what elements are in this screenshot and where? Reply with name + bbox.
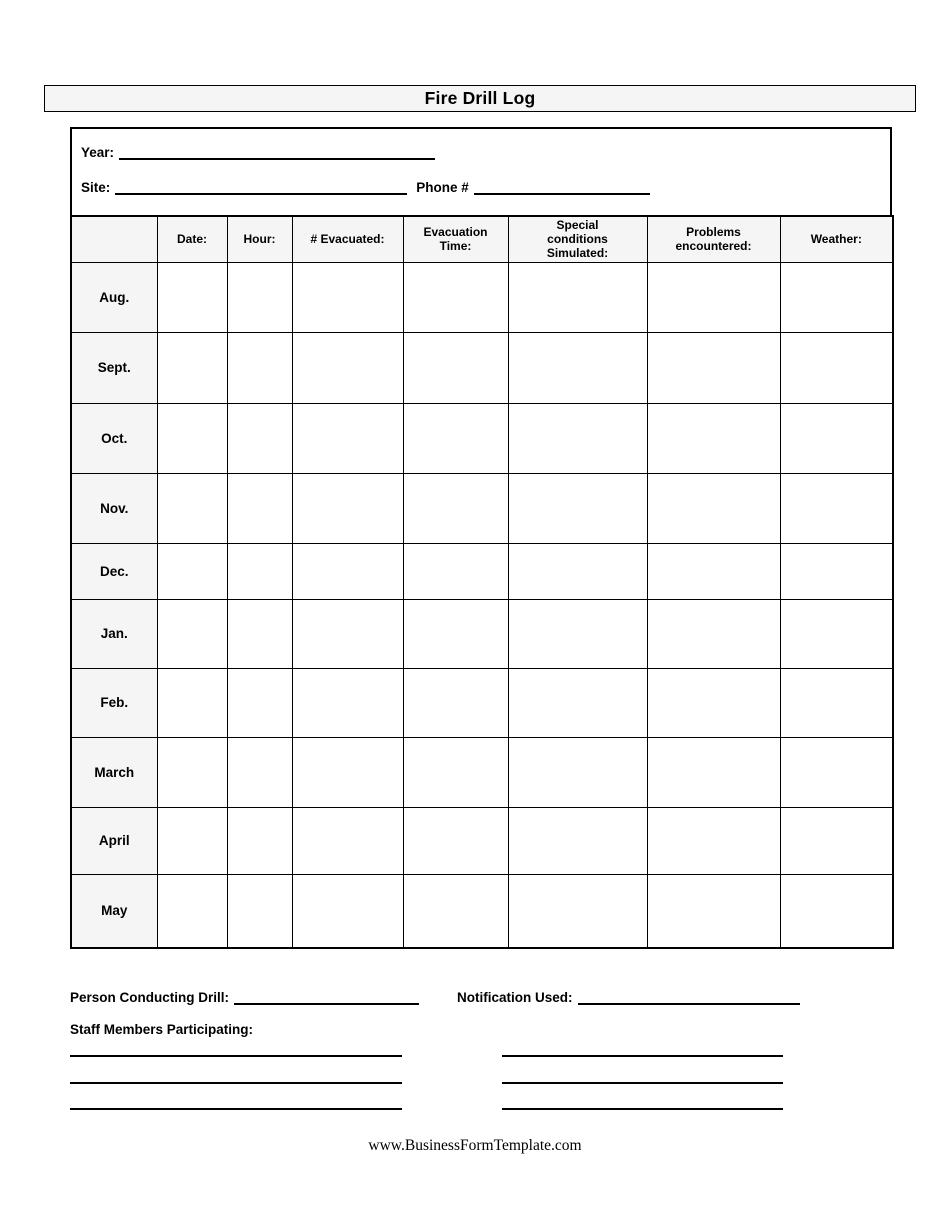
entry-cell <box>403 599 508 668</box>
info-box <box>70 127 892 215</box>
entry-cell <box>647 874 780 948</box>
entry-cell <box>403 262 508 332</box>
phone-label: Phone # <box>416 180 469 195</box>
entry-cell <box>157 473 227 543</box>
entry-cell <box>780 668 893 737</box>
entry-cell <box>780 403 893 473</box>
site-row <box>81 177 650 195</box>
entry-cell <box>157 668 227 737</box>
entry-cell <box>647 473 780 543</box>
hour-column-header: Hour: <box>227 216 292 262</box>
entry-cell <box>508 599 647 668</box>
entry-cell <box>647 668 780 737</box>
entry-cell <box>780 473 893 543</box>
entry-cell <box>227 473 292 543</box>
entry-cell <box>292 599 403 668</box>
entry-cell <box>292 403 403 473</box>
entry-cell <box>647 737 780 807</box>
month-cell-feb: Feb. <box>71 668 157 737</box>
entry-cell <box>403 473 508 543</box>
entry-cell <box>227 403 292 473</box>
weather-column-header: Weather: <box>780 216 893 262</box>
entry-cell <box>227 874 292 948</box>
month-cell-march: March <box>71 737 157 807</box>
person-conducting-label: Person Conducting Drill: <box>70 990 230 1005</box>
entry-cell <box>292 332 403 403</box>
entry-cell <box>292 807 403 874</box>
person-conducting-blank-line <box>234 990 419 1005</box>
entry-cell <box>227 332 292 403</box>
table-row-may <box>71 874 893 948</box>
table-row-march <box>71 737 893 807</box>
notification-used-row <box>457 987 800 1005</box>
notification-used-blank-line <box>578 990 800 1005</box>
website-footer: www.BusinessFormTemplate.com <box>368 1137 582 1154</box>
entry-cell <box>508 473 647 543</box>
entry-cell <box>403 668 508 737</box>
entry-cell <box>292 874 403 948</box>
month-cell-sept: Sept. <box>71 332 157 403</box>
table-row-feb <box>71 668 893 737</box>
month-cell-jan: Jan. <box>71 599 157 668</box>
entry-cell <box>780 543 893 599</box>
staff-members-label: Staff Members Participating: <box>70 1022 254 1037</box>
entry-cell <box>508 332 647 403</box>
entry-cell <box>780 737 893 807</box>
entry-cell <box>647 807 780 874</box>
table-row-dec <box>71 543 893 599</box>
entry-cell <box>227 668 292 737</box>
entry-cell <box>647 543 780 599</box>
entry-cell <box>157 262 227 332</box>
page-title: Fire Drill Log <box>424 88 536 108</box>
month-cell-dec: Dec. <box>71 543 157 599</box>
entry-cell <box>157 599 227 668</box>
table-row-jan <box>71 599 893 668</box>
entry-cell <box>508 403 647 473</box>
month-cell-april: April <box>71 807 157 874</box>
entry-cell <box>403 543 508 599</box>
document-title-bar <box>44 85 916 112</box>
entry-cell <box>780 874 893 948</box>
entry-cell <box>227 807 292 874</box>
entry-cell <box>403 332 508 403</box>
person-conducting-row <box>70 987 419 1005</box>
entry-cell <box>780 599 893 668</box>
site-blank-line <box>115 180 407 195</box>
entry-cell <box>647 599 780 668</box>
entry-cell <box>227 543 292 599</box>
site-label: Site: <box>81 180 111 195</box>
entry-cell <box>157 403 227 473</box>
entry-cell <box>157 543 227 599</box>
table-row-nov <box>71 473 893 543</box>
table-row-april <box>71 807 893 874</box>
staff-blank-line-left-2 <box>70 1082 402 1084</box>
entry-cell <box>647 262 780 332</box>
year-label: Year: <box>81 145 115 160</box>
staff-blank-line-right-1 <box>502 1055 783 1057</box>
entry-cell <box>157 737 227 807</box>
entry-cell <box>508 668 647 737</box>
entry-cell <box>647 332 780 403</box>
notification-used-label: Notification Used: <box>457 990 573 1005</box>
entry-cell <box>508 737 647 807</box>
entry-cell <box>508 262 647 332</box>
staff-blank-line-left-3 <box>70 1108 402 1110</box>
month-cell-oct: Oct. <box>71 403 157 473</box>
entry-cell <box>780 807 893 874</box>
year-row <box>81 142 435 160</box>
entry-cell <box>292 668 403 737</box>
special-conditions-column-header <box>508 216 647 262</box>
table-row-oct <box>71 403 893 473</box>
entry-cell <box>227 599 292 668</box>
month-column-header <box>71 216 157 262</box>
evacuation-time-header-text: Evacuation Time: <box>423 224 488 254</box>
month-cell-aug: Aug. <box>71 262 157 332</box>
fire-drill-table <box>70 215 894 949</box>
entry-cell <box>227 737 292 807</box>
month-cell-nov: Nov. <box>71 473 157 543</box>
entry-cell <box>157 874 227 948</box>
date-column-header: Date: <box>157 216 227 262</box>
entry-cell <box>292 262 403 332</box>
entry-cell <box>647 403 780 473</box>
evacuation-time-column-header <box>403 216 508 262</box>
entry-cell <box>157 332 227 403</box>
table-row-aug <box>71 262 893 332</box>
entry-cell <box>403 807 508 874</box>
entry-cell <box>780 332 893 403</box>
entry-cell <box>508 874 647 948</box>
entry-cell <box>403 403 508 473</box>
table-header-row <box>71 216 893 262</box>
entry-cell <box>403 874 508 948</box>
entry-cell <box>292 737 403 807</box>
problems-column-header <box>647 216 780 262</box>
staff-blank-line-left-1 <box>70 1055 402 1057</box>
year-blank-line <box>119 145 435 160</box>
entry-cell <box>157 807 227 874</box>
table-row-sept <box>71 332 893 403</box>
entry-cell <box>227 262 292 332</box>
entry-cell <box>403 737 508 807</box>
entry-cell <box>780 262 893 332</box>
special-conditions-header-text: Special conditions Simulated: <box>546 217 609 261</box>
entry-cell <box>292 543 403 599</box>
staff-blank-line-right-2 <box>502 1082 783 1084</box>
entry-cell <box>292 473 403 543</box>
evacuated-column-header: # Evacuated: <box>292 216 403 262</box>
problems-header-text: Problems encountered: <box>675 224 752 254</box>
staff-blank-line-right-3 <box>502 1108 783 1110</box>
entry-cell <box>508 807 647 874</box>
entry-cell <box>508 543 647 599</box>
month-cell-may: May <box>71 874 157 948</box>
phone-blank-line <box>474 180 650 195</box>
